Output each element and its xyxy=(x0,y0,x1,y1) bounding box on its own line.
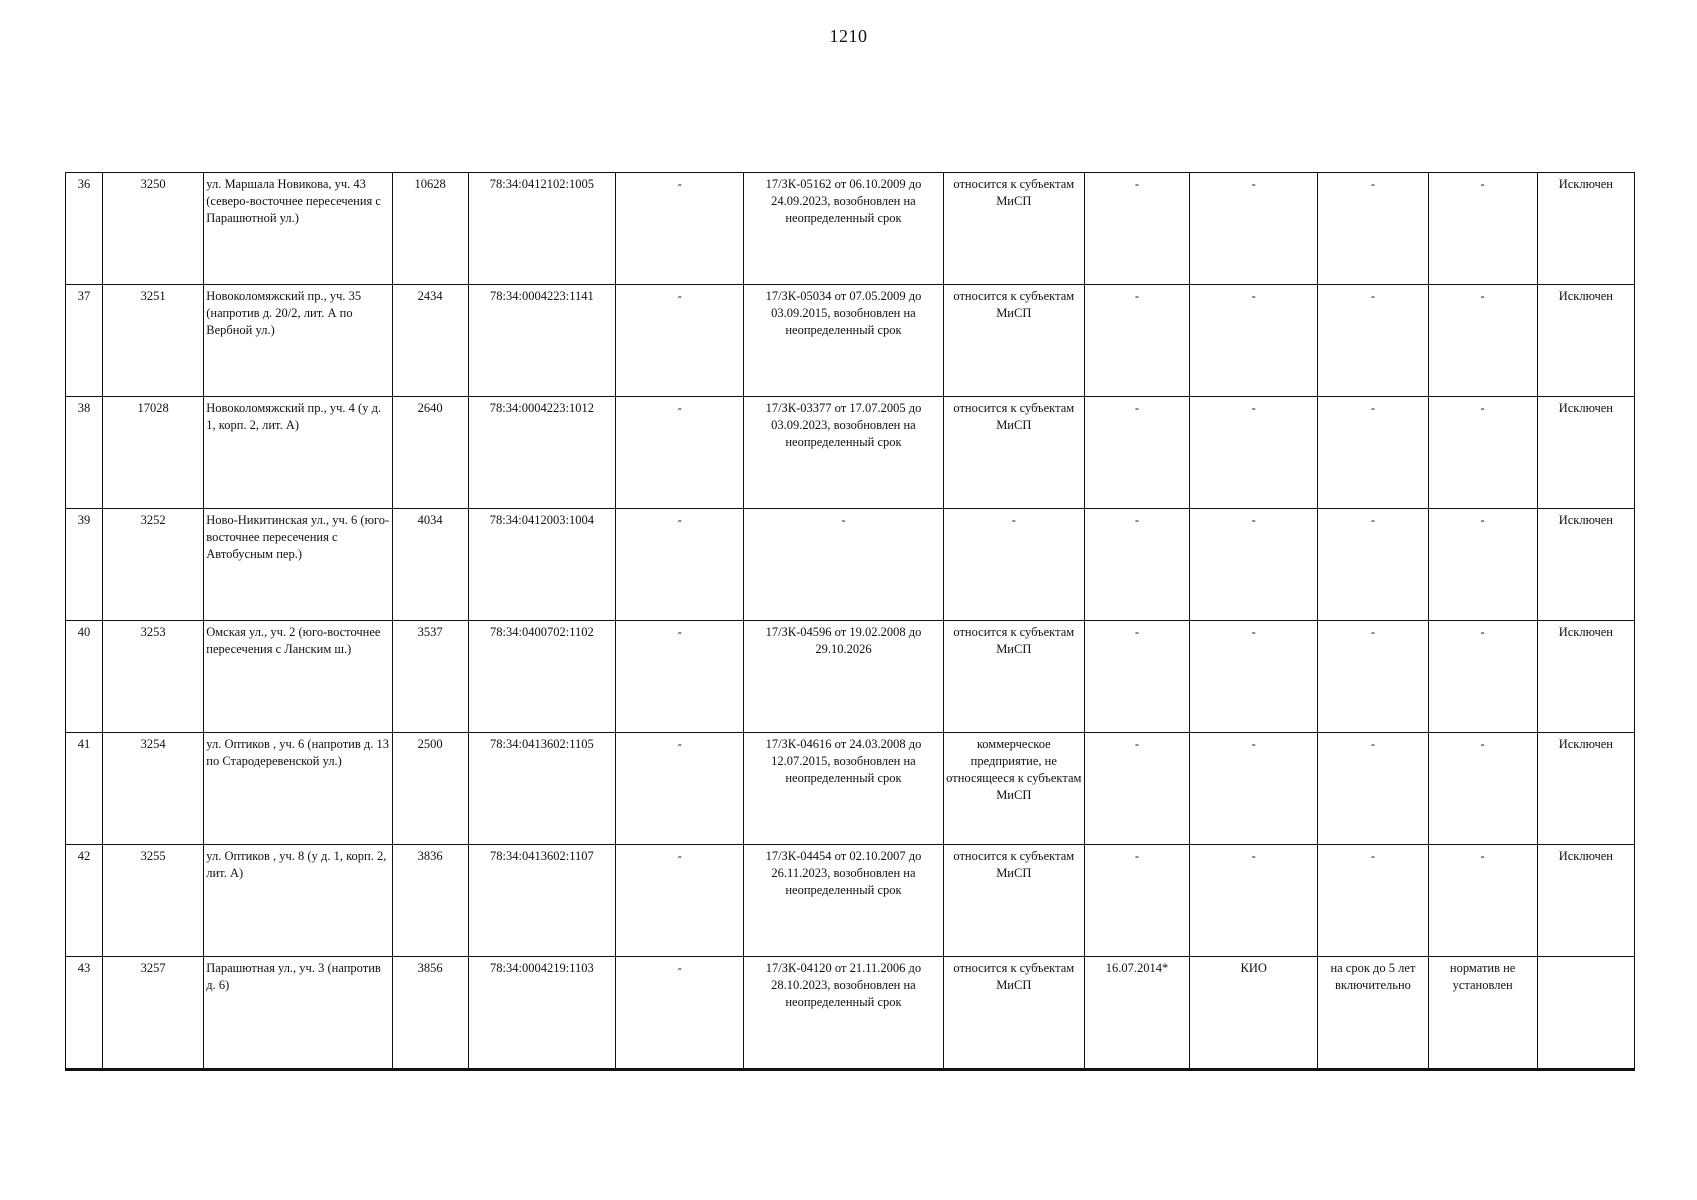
row-number-cell: 39 xyxy=(66,509,103,621)
lease-agreement-cell: 17/ЗК-04120 от 21.11.2006 до 28.10.2023, возобновлен на неопределенный срок xyxy=(744,957,943,1070)
page-number: 1210 xyxy=(829,26,868,46)
row-number-cell: 42 xyxy=(66,845,103,957)
column-11-cell: - xyxy=(1318,509,1428,621)
tenant-status-cell: относится к субъектам МиСП xyxy=(943,957,1084,1070)
address-cell: Ново-Никитинская ул., уч. 6 (юго-восточнее пересечения с Автобусным пер.) xyxy=(204,509,392,621)
column-6-cell: - xyxy=(616,621,744,733)
address-cell: Парашютная ул., уч. 3 (напротив д. 6) xyxy=(204,957,392,1070)
cadastral-number-cell: 78:34:0412102:1005 xyxy=(468,173,615,285)
column-9-cell: - xyxy=(1084,845,1189,957)
table-row xyxy=(66,285,1635,397)
row-number-cell: 40 xyxy=(66,621,103,733)
area-cell: 3856 xyxy=(392,957,468,1070)
tenant-status-cell: относится к субъектам МиСП xyxy=(943,173,1084,285)
registry-table xyxy=(65,172,1635,1071)
note-cell: Исключен xyxy=(1537,397,1634,509)
address-cell: Новоколомяжский пр., уч. 4 (у д. 1, корп. 2, лит. А) xyxy=(204,397,392,509)
cadastral-number-cell: 78:34:0400702:1102 xyxy=(468,621,615,733)
column-12-cell: - xyxy=(1428,845,1537,957)
tenant-status-cell: относится к субъектам МиСП xyxy=(943,285,1084,397)
cadastral-number-cell: 78:34:0004223:1012 xyxy=(468,397,615,509)
column-11-cell: - xyxy=(1318,173,1428,285)
table-row xyxy=(66,621,1635,733)
column-12-cell: - xyxy=(1428,509,1537,621)
area-cell: 2640 xyxy=(392,397,468,509)
column-6-cell: - xyxy=(616,957,744,1070)
table-row xyxy=(66,173,1635,285)
column-11-cell: - xyxy=(1318,285,1428,397)
lease-agreement-cell: 17/ЗК-04596 от 19.02.2008 до 29.10.2026 xyxy=(744,621,943,733)
column-11-cell: на срок до 5 лет включительно xyxy=(1318,957,1428,1070)
column-11-cell: - xyxy=(1318,733,1428,845)
tenant-status-cell: - xyxy=(943,509,1084,621)
area-cell: 3537 xyxy=(392,621,468,733)
column-9-cell: - xyxy=(1084,621,1189,733)
column-11-cell: - xyxy=(1318,621,1428,733)
column-6-cell: - xyxy=(616,285,744,397)
address-cell: ул. Оптиков , уч. 6 (напротив д. 13 по Стародеревенской ул.) xyxy=(204,733,392,845)
column-6-cell: - xyxy=(616,733,744,845)
object-id-cell: 3251 xyxy=(103,285,204,397)
table-row xyxy=(66,509,1635,621)
column-9-cell: - xyxy=(1084,509,1189,621)
column-10-cell: - xyxy=(1190,509,1318,621)
row-number-cell: 36 xyxy=(66,173,103,285)
column-11-cell: - xyxy=(1318,397,1428,509)
column-9-cell: - xyxy=(1084,733,1189,845)
object-id-cell: 3255 xyxy=(103,845,204,957)
note-cell: Исключен xyxy=(1537,733,1634,845)
column-10-cell: - xyxy=(1190,733,1318,845)
lease-agreement-cell: 17/ЗК-04616 от 24.03.2008 до 12.07.2015, возобновлен на неопределенный срок xyxy=(744,733,943,845)
address-cell: ул. Оптиков , уч. 8 (у д. 1, корп. 2, лит. А) xyxy=(204,845,392,957)
note-cell: Исключен xyxy=(1537,173,1634,285)
table-row xyxy=(66,397,1635,509)
column-10-cell: - xyxy=(1190,285,1318,397)
column-9-cell: - xyxy=(1084,173,1189,285)
cadastral-number-cell: 78:34:0413602:1107 xyxy=(468,845,615,957)
area-cell: 2434 xyxy=(392,285,468,397)
column-12-cell: - xyxy=(1428,173,1537,285)
lease-agreement-cell: - xyxy=(744,509,943,621)
column-10-cell: - xyxy=(1190,397,1318,509)
column-11-cell: - xyxy=(1318,845,1428,957)
area-cell: 4034 xyxy=(392,509,468,621)
table-row xyxy=(66,845,1635,957)
column-9-cell: 16.07.2014* xyxy=(1084,957,1189,1070)
address-cell: ул. Маршала Новикова, уч. 43 (северо-восточнее пересечения с Парашютной ул.) xyxy=(204,173,392,285)
area-cell: 2500 xyxy=(392,733,468,845)
note-cell xyxy=(1537,957,1634,1070)
table-body xyxy=(66,173,1635,1070)
area-cell: 3836 xyxy=(392,845,468,957)
object-id-cell: 3253 xyxy=(103,621,204,733)
object-id-cell: 3257 xyxy=(103,957,204,1070)
tenant-status-cell: относится к субъектам МиСП xyxy=(943,845,1084,957)
cadastral-number-cell: 78:34:0004219:1103 xyxy=(468,957,615,1070)
column-10-cell: - xyxy=(1190,173,1318,285)
column-9-cell: - xyxy=(1084,285,1189,397)
object-id-cell: 17028 xyxy=(103,397,204,509)
note-cell: Исключен xyxy=(1537,509,1634,621)
column-6-cell: - xyxy=(616,397,744,509)
column-9-cell: - xyxy=(1084,397,1189,509)
tenant-status-cell: относится к субъектам МиСП xyxy=(943,397,1084,509)
lease-agreement-cell: 17/ЗК-04454 от 02.10.2007 до 26.11.2023, возобновлен на неопределенный срок xyxy=(744,845,943,957)
column-12-cell: - xyxy=(1428,733,1537,845)
column-12-cell: - xyxy=(1428,621,1537,733)
table-row xyxy=(66,733,1635,845)
column-12-cell: - xyxy=(1428,285,1537,397)
row-number-cell: 37 xyxy=(66,285,103,397)
lease-agreement-cell: 17/ЗК-05034 от 07.05.2009 до 03.09.2015, возобновлен на неопределенный срок xyxy=(744,285,943,397)
note-cell: Исключен xyxy=(1537,285,1634,397)
lease-agreement-cell: 17/ЗК-05162 от 06.10.2009 до 24.09.2023, возобновлен на неопределенный срок xyxy=(744,173,943,285)
object-id-cell: 3254 xyxy=(103,733,204,845)
tenant-status-cell: относится к субъектам МиСП xyxy=(943,621,1084,733)
column-6-cell: - xyxy=(616,509,744,621)
column-10-cell: - xyxy=(1190,845,1318,957)
note-cell: Исключен xyxy=(1537,845,1634,957)
address-cell: Новоколомяжский пр., уч. 35 (напротив д. 20/2, лит. А по Вербной ул.) xyxy=(204,285,392,397)
object-id-cell: 3250 xyxy=(103,173,204,285)
column-6-cell: - xyxy=(616,845,744,957)
column-12-cell: норматив не установлен xyxy=(1428,957,1537,1070)
tenant-status-cell: коммерческое предприятие, не относящееся к субъектам МиСП xyxy=(943,733,1084,845)
column-12-cell: - xyxy=(1428,397,1537,509)
row-number-cell: 41 xyxy=(66,733,103,845)
column-6-cell: - xyxy=(616,173,744,285)
row-number-cell: 38 xyxy=(66,397,103,509)
lease-agreement-cell: 17/ЗК-03377 от 17.07.2005 до 03.09.2023, возобновлен на неопределенный срок xyxy=(744,397,943,509)
area-cell: 10628 xyxy=(392,173,468,285)
cadastral-number-cell: 78:34:0412003:1004 xyxy=(468,509,615,621)
object-id-cell: 3252 xyxy=(103,509,204,621)
column-10-cell: КИО xyxy=(1190,957,1318,1070)
column-10-cell: - xyxy=(1190,621,1318,733)
address-cell: Омская ул., уч. 2 (юго-восточнее пересечения с Ланским ш.) xyxy=(204,621,392,733)
note-cell: Исключен xyxy=(1537,621,1634,733)
cadastral-number-cell: 78:34:0413602:1105 xyxy=(468,733,615,845)
table-row xyxy=(66,957,1635,1070)
row-number-cell: 43 xyxy=(66,957,103,1070)
cadastral-number-cell: 78:34:0004223:1141 xyxy=(468,285,615,397)
